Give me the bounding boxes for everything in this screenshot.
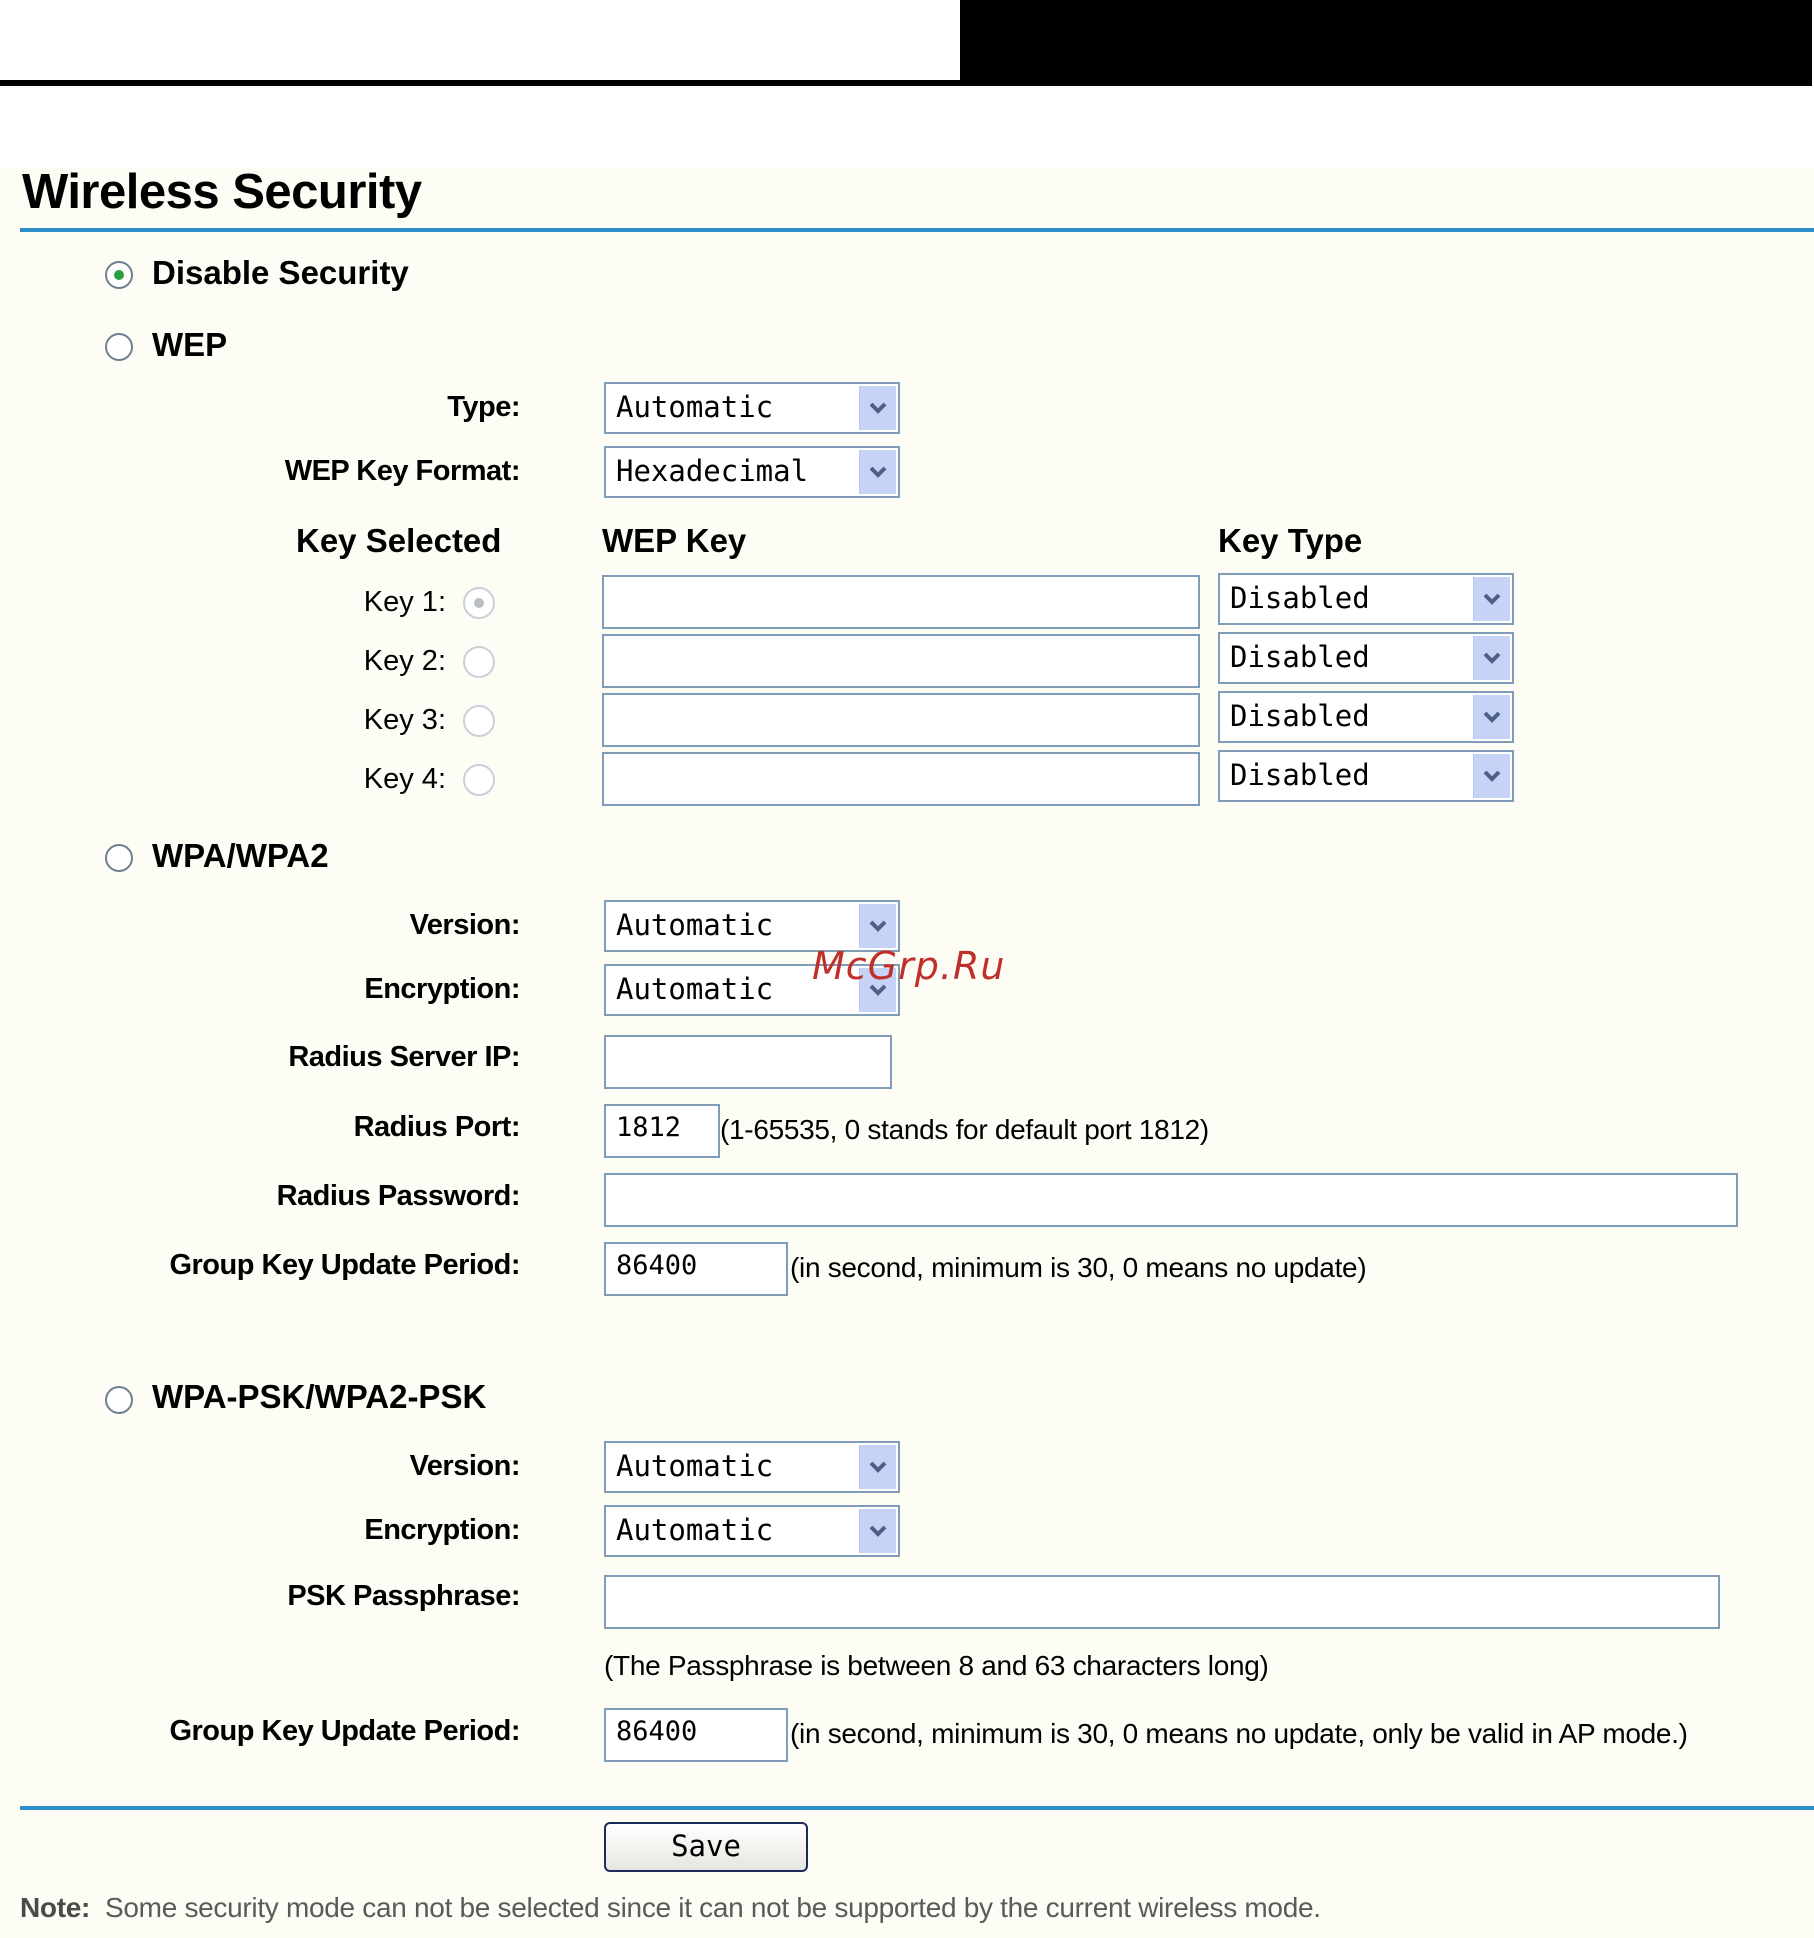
wpa-version-label: Version:	[409, 909, 520, 941]
footer-note	[20, 1892, 1321, 1924]
psk-passphrase-hint: (The Passphrase is between 8 and 63 characters long)	[604, 1650, 1269, 1681]
key-4-type-select[interactable]	[1218, 750, 1514, 802]
key-2-type-value: Disabled	[1230, 640, 1370, 674]
psk-group-key-value: 86400	[616, 1716, 698, 1747]
radius-port-value: 1812	[616, 1112, 682, 1143]
wep-type-value: Automatic	[616, 390, 774, 424]
page-title: Wireless Security	[22, 165, 422, 219]
radius-port-input[interactable]	[604, 1104, 720, 1158]
wpa-group-key-input[interactable]	[604, 1242, 788, 1296]
radius-password-label: Radius Password:	[276, 1180, 520, 1212]
key-1-label: Key 1:	[363, 586, 446, 618]
radio-wpa-wpa2[interactable]	[105, 844, 133, 872]
watermark: McGrp.Ru	[812, 944, 1006, 988]
footer-rule	[20, 1806, 1814, 1810]
wpa-encryption-label: Encryption:	[364, 973, 520, 1005]
psk-encryption-label: Encryption:	[364, 1514, 520, 1546]
psk-group-key-label: Group Key Update Period:	[169, 1715, 520, 1747]
key-1-type-select[interactable]	[1218, 573, 1514, 625]
key-4-input[interactable]	[602, 752, 1200, 806]
mode-label-wpa: WPA/WPA2	[152, 837, 329, 874]
save-button[interactable]: Save	[604, 1822, 808, 1872]
radio-disable-security[interactable]	[105, 261, 133, 289]
psk-group-key-hint: (in second, minimum is 30, 0 means no update, only be valid in AP mode.)	[790, 1718, 1688, 1749]
key-2-type-select[interactable]	[1218, 632, 1514, 684]
key-4-radio[interactable]	[463, 764, 495, 796]
column-header-wep-key: WEP Key	[602, 522, 747, 559]
mode-label-disable: Disable Security	[152, 254, 409, 291]
key-2-label: Key 2:	[363, 645, 446, 677]
chevron-down-icon[interactable]	[859, 904, 896, 948]
wep-key-format-select[interactable]	[604, 446, 900, 498]
radius-port-hint: (1-65535, 0 stands for default port 1812)	[720, 1114, 1209, 1145]
wpa-group-key-hint: (in second, minimum is 30, 0 means no update)	[790, 1252, 1367, 1283]
key-3-type-value: Disabled	[1230, 699, 1370, 733]
radius-password-input[interactable]	[604, 1173, 1738, 1227]
header-banner	[960, 0, 1812, 86]
psk-encryption-value: Automatic	[616, 1513, 774, 1547]
radius-server-ip-label: Radius Server IP:	[288, 1041, 520, 1073]
wep-key-format-value: Hexadecimal	[616, 454, 809, 488]
psk-version-label: Version:	[409, 1450, 520, 1482]
wep-type-select[interactable]	[604, 382, 900, 434]
psk-passphrase-label: PSK Passphrase:	[287, 1580, 520, 1612]
wpa-group-key-value: 86400	[616, 1250, 698, 1281]
column-header-key-selected: Key Selected	[296, 522, 502, 559]
wep-type-label: Type:	[447, 391, 520, 423]
wpa-version-value: Automatic	[616, 908, 774, 942]
radius-server-ip-input[interactable]	[604, 1035, 892, 1089]
key-4-label: Key 4:	[363, 763, 446, 795]
psk-version-value: Automatic	[616, 1449, 774, 1483]
key-1-radio[interactable]	[463, 587, 495, 619]
radius-port-label: Radius Port:	[353, 1111, 520, 1143]
chevron-down-icon[interactable]	[859, 1509, 896, 1553]
note-text: Some security mode can not be selected since it can not be supported by the current wireless mode.	[105, 1892, 1321, 1923]
key-1-input[interactable]	[602, 575, 1200, 629]
wep-key-format-label: WEP Key Format:	[284, 455, 520, 487]
chevron-down-icon[interactable]	[859, 450, 896, 494]
psk-group-key-input[interactable]	[604, 1708, 788, 1762]
note-label: Note:	[20, 1892, 91, 1923]
chevron-down-icon[interactable]	[859, 386, 896, 430]
title-rule	[20, 228, 1814, 232]
chevron-down-icon[interactable]	[1473, 695, 1510, 739]
mode-label-psk: WPA-PSK/WPA2-PSK	[152, 1378, 487, 1415]
header-divider	[0, 80, 960, 86]
mode-label-wep: WEP	[152, 326, 228, 363]
key-2-input[interactable]	[602, 634, 1200, 688]
key-2-radio[interactable]	[463, 646, 495, 678]
chevron-down-icon[interactable]	[1473, 636, 1510, 680]
column-header-key-type: Key Type	[1218, 522, 1363, 559]
key-1-type-value: Disabled	[1230, 581, 1370, 615]
chevron-down-icon[interactable]	[1473, 754, 1510, 798]
key-3-type-select[interactable]	[1218, 691, 1514, 743]
wpa-encryption-value: Automatic	[616, 972, 774, 1006]
key-3-radio[interactable]	[463, 705, 495, 737]
chevron-down-icon[interactable]	[859, 1445, 896, 1489]
wpa-group-key-label: Group Key Update Period:	[169, 1249, 520, 1281]
radio-wep[interactable]	[105, 333, 133, 361]
psk-passphrase-input[interactable]	[604, 1575, 1720, 1629]
radio-wpa-psk[interactable]	[105, 1386, 133, 1414]
chevron-down-icon[interactable]	[1473, 577, 1510, 621]
psk-version-select[interactable]	[604, 1441, 900, 1493]
key-3-input[interactable]	[602, 693, 1200, 747]
key-3-label: Key 3:	[363, 704, 446, 736]
psk-encryption-select[interactable]	[604, 1505, 900, 1557]
key-4-type-value: Disabled	[1230, 758, 1370, 792]
